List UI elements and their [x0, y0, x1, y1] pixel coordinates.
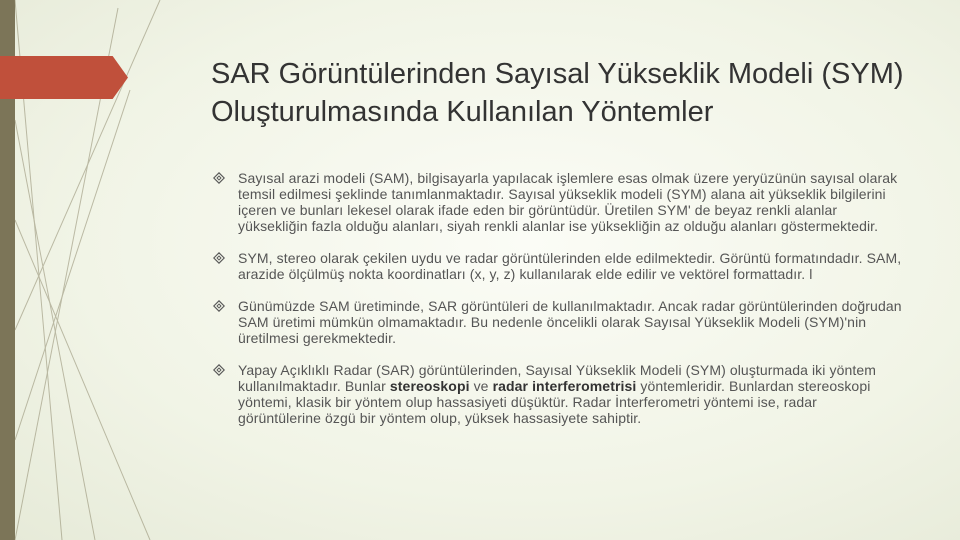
bullet-item-4 — [213, 362, 903, 426]
bullet-text-4-after: yöntemleridir. Bunlardan stereoskopi yöntemi, klasik bir yöntem olup hassasiyeti düşüktür. Radar İnterferometri yöntemi ise, radar görüntülerine özgü bir yöntem olup, yüksek hassasiyete sahiptir. — [238, 378, 871, 426]
bullet-item-3 — [213, 298, 903, 346]
diamond-outline-icon — [213, 252, 225, 264]
slide-title: SAR Görüntülerinden Sayısal Yükseklik Modeli (SYM) Oluşturulmasında Kullanılan Yöntemler — [211, 58, 904, 128]
bullet-item-2 — [213, 250, 903, 282]
bullet-text-4 — [238, 362, 903, 426]
bullet-list — [213, 170, 903, 442]
diamond-outline-icon — [213, 300, 225, 312]
bullet-text-4-mid: ve — [469, 378, 493, 394]
bullet-text-4-before: Yapay Açıklıklı Radar (SAR) görüntülerinden, Sayısal Yükseklik Modeli (SYM) oluşturmada iki yöntem kullanılmaktadır. Bunlar — [238, 362, 876, 394]
bold-term-radar-interferometrisi: radar interferometrisi — [492, 378, 637, 394]
accent-arrow-shape — [0, 56, 128, 99]
bullet-item-1 — [213, 170, 903, 234]
bullet-text-2: SYM, stereo olarak çekilen uydu ve radar görüntülerinden elde edilmektedir. Görüntü formatındadır. SAM, arazide ölçülmüş nokta koordinatları (x, y, z) kullanılarak elde edilir ve vektörel formattadır. l — [238, 250, 902, 282]
bullet-text-3: Günümüzde SAM üretiminde, SAR görüntüleri de kullanılmaktadır. Ancak radar görüntülerinden doğrudan SAM üretimi mümkün olmamaktadır. Bu nedenle öncelikli olarak Sayısal Yükseklik Modeli (SYM)'nin üretilmesi gerekmektedir. — [238, 298, 902, 346]
diamond-outline-icon — [213, 172, 225, 184]
bullet-text-1: Sayısal arazi modeli (SAM), bilgisayarla yapılacak işlemlere esas olmak üzere yeryüzünün sayısal olarak temsil edilmesi şeklinde tanımlanmaktadır. Sayısal yükseklik modeli (SYM) alana ait yükseklik bilgilerini içeren ve bunları lekesel olarak ifade eden bir görüntüdür. Üretilen SYM' de beyaz renkli alanlar yüksekliğin fazla olduğu alanları, siyah renkli alanlar ise yüksekliğin az olduğu alanları göstermektedir. — [238, 170, 898, 234]
diamond-outline-icon — [213, 364, 225, 376]
bold-term-stereoskopi: stereoskopi — [389, 378, 470, 394]
